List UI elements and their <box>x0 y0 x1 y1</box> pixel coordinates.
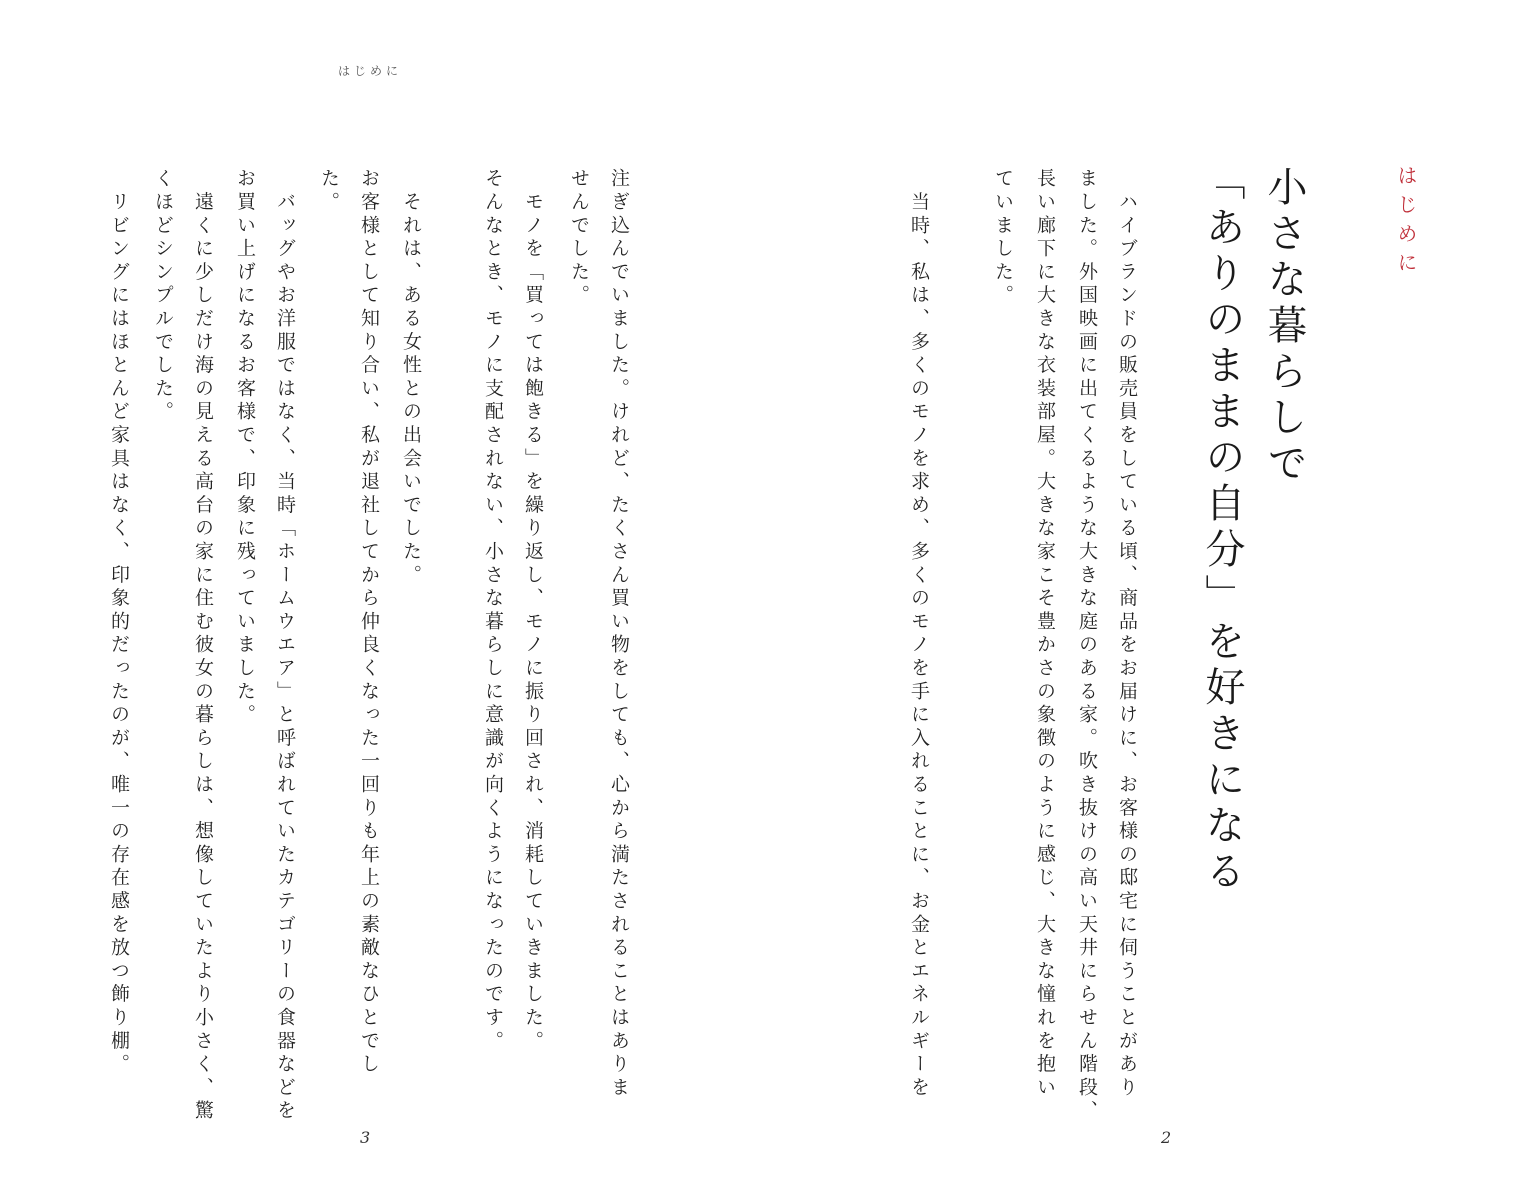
body-column: バッグやお洋服ではなく、当時「ホームウエア」と呼ばれていたカテゴリーの食器などを <box>274 168 296 1124</box>
body-column: くほどシンプルでした。 <box>152 168 174 425</box>
body-column: せんでした。 <box>568 168 590 308</box>
body-column: それは、ある女性との出会いでした。 <box>400 168 422 588</box>
chapter-label: はじめに <box>1394 165 1418 281</box>
body-column: 当時、私は、多くのモノを求め、多くのモノを手に入れることに、お金とエネルギーを <box>908 168 930 1100</box>
body-column: お客様として知り合い、私が退社してから仲良くなった一回りも年上の素敵なひとでし <box>358 168 380 1077</box>
body-column: そんなとき、モノに支配されない、小さな暮らしに意識が向くようになったのです。 <box>482 168 504 1054</box>
body-column: モノを「買っては飽きる」を繰り返し、モノに振り回され、消耗していきました。 <box>522 168 544 1054</box>
body-column: た。 <box>318 168 340 215</box>
chapter-title-line-2: 「ありのままの自分」を好きになる <box>1199 160 1245 896</box>
chapter-title-line-1: 小さな暮らしで <box>1261 166 1307 488</box>
body-column: リビングにはほとんど家具はなく、印象的だったのが、唯一の存在感を放つ飾り棚。 <box>108 168 130 1077</box>
page-number: 2 <box>1161 1128 1172 1147</box>
body-column: 遠くに少しだけ海の見える高台の家に住む彼女の暮らしは、想像していたより小さく、驚 <box>192 168 214 1124</box>
body-column: ハイブランドの販売員をしている頃、商品をお届けに、お客様の邸宅に伺うことがあり <box>1116 168 1138 1100</box>
right-page <box>764 0 1527 1200</box>
body-column: ていました。 <box>992 168 1014 308</box>
body-column: 長い廊下に大きな衣装部屋。大きな家こそ豊かさの象徴のように感じ、大きな憧れを抱い <box>1034 168 1056 1100</box>
page-number: 3 <box>360 1128 371 1147</box>
body-column: ました。外国映画に出てくるような大きな庭のある家。吹き抜けの高い天井にらせん階段、 <box>1076 168 1098 1124</box>
body-column: 注ぎ込んでいました。けれど、たくさん買い物をしても、心から満たされることはありま <box>608 168 630 1100</box>
running-head: はじめに <box>338 64 403 78</box>
left-page <box>0 0 763 1200</box>
body-column: お買い上げになるお客様で、印象に残っていました。 <box>234 168 256 728</box>
